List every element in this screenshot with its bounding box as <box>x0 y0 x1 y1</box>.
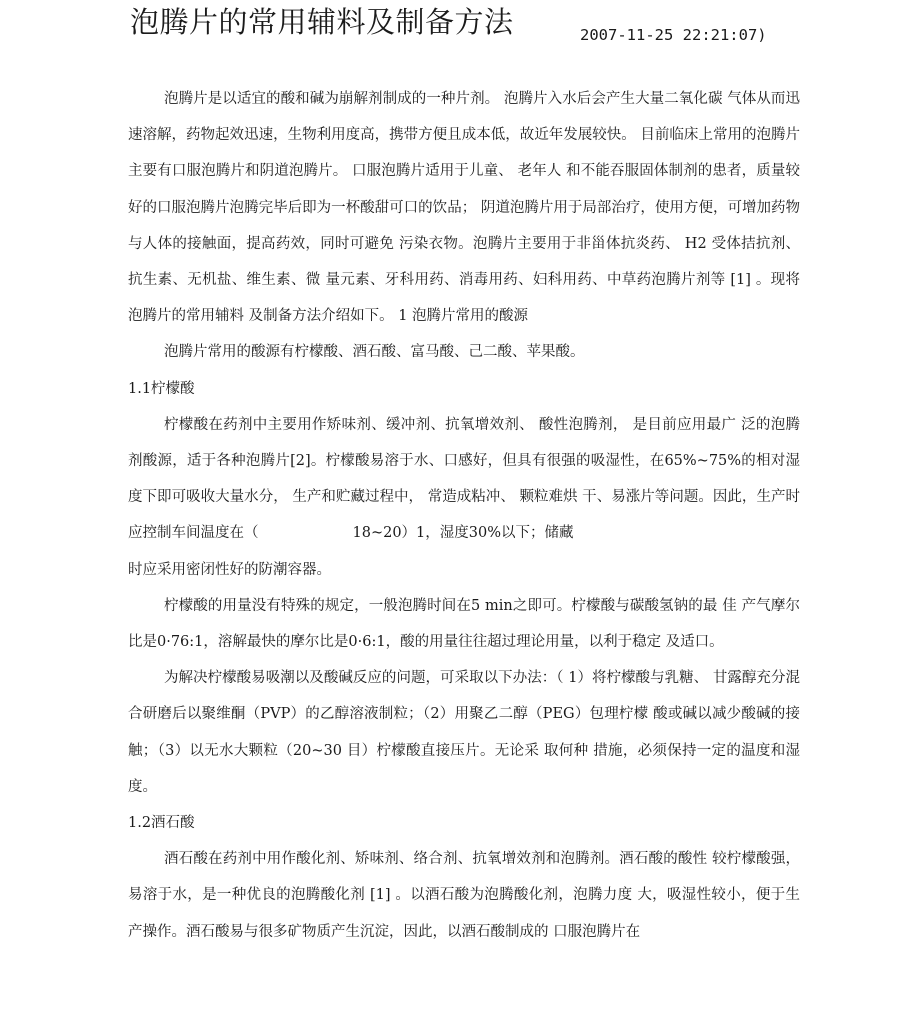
paragraph-acid-sources: 泡腾片常用的酸源有柠檬酸、酒石酸、富马酸、己二酸、苹果酸。 <box>164 344 585 361</box>
paragraph-citric-usage <box>128 407 800 552</box>
paragraph-citric-dosage: 柠檬酸的用量没有特殊的规定，一般泡腾时间在5 min之即可。柠檬酸与碳酸氢钠的最 佳 产气摩尔比是0·76:1，溶解最快的摩尔比是0·6:1，酸的用量往往超过理论用量，以利于稳定 及适口。 <box>128 597 800 651</box>
paragraph-tartaric-usage: 酒石酸在药剂中用作酸化剂、矫味剂、络合剂、抗氧增效剂和泡腾剂。酒石酸的酸性 较柠檬酸强，易溶于水，是一种优良的泡腾酸化剂 [1] 。以酒石酸为泡腾酸化剂，泡腾力度 大，吸湿性较小，便于生产操作。酒石酸易与很多矿物质产生沉淀，因此，以酒石酸制成的 口服泡腾片在 <box>128 851 800 940</box>
paragraph-citric-storage: 时应采用密闭性好的防潮容器。 <box>128 561 331 578</box>
section-heading-tartaric-acid: 1.2酒石酸 <box>128 815 195 832</box>
document-title: 泡腾片的常用辅料及制备方法 <box>130 5 514 39</box>
document-date: 2007-11-25 22:21:07) <box>580 26 767 44</box>
section-heading-citric-acid: 1.1柠檬酸 <box>128 380 195 397</box>
document-body <box>128 81 800 950</box>
paragraph-citric-temp: 18~20）1，湿度30%以下；储藏 <box>352 525 574 542</box>
title-row <box>130 4 820 48</box>
paragraph-intro: 泡腾片是以适宜的酸和碱为崩解剂制成的一种片剂。 泡腾片入水后会产生大量二氧化碳 气体从而迅速溶解，药物起效迅速，生物利用度高，携带方便且成本低，故近年发展较快。 目前临床上常用的泡腾片主要有口服泡腾片和阴道泡腾片。 口服泡腾片适用于儿童、 老年人 和不能吞服固体制剂的患者，质量较好的口服泡腾片泡腾完毕后即为一杯酸甜可口的饮品； 阴道泡腾片用于局部治疗，使用方便，可增加药物与人体的接触面，提高药效，同时可避免 污染衣物。泡腾片主要用于非甾体抗炎药、 H2 受体拮抗剂、抗生素、无机盐、维生素、微 量元素、牙科用药、消毒用药、妇科用药、中草药泡腾片剂等 [1] 。现将泡腾片的常用辅料 及制备方法介绍如下。 1 泡腾片常用的酸源 <box>128 91 800 325</box>
paragraph-citric-solutions: 为解决柠檬酸易吸潮以及酸碱反应的问题，可采取以下办法：（ 1）将柠檬酸与乳糖、 甘露醇充分混合研磨后以聚维酮（PVP）的乙醇溶液制粒；（2）用聚乙二醇（PEG）包理柠檬 酸或碱以减少酸碱的接触；（3）以无水大颗粒（20~30 目）柠檬酸直接压片。无论采 取何种 措施，必须保持一定的温度和湿度。 <box>128 670 800 795</box>
paragraph-citric-usage-text: 柠檬酸在药剂中主要用作矫味剂、缓冲剂、抗氧增效剂、 酸性泡腾剂， 是目前应用最广 泛的泡腾剂酸源，适于各种泡腾片[2]。柠檬酸易溶于水、口感好，但具有很强的吸湿性，在65%~75%的相对湿度下即可吸收大量水分， 生产和贮藏过程中， 常造成粘冲、 颗粒难烘 干、易涨片等问题。因此，生产时应控制车间温度在（ <box>128 416 800 542</box>
